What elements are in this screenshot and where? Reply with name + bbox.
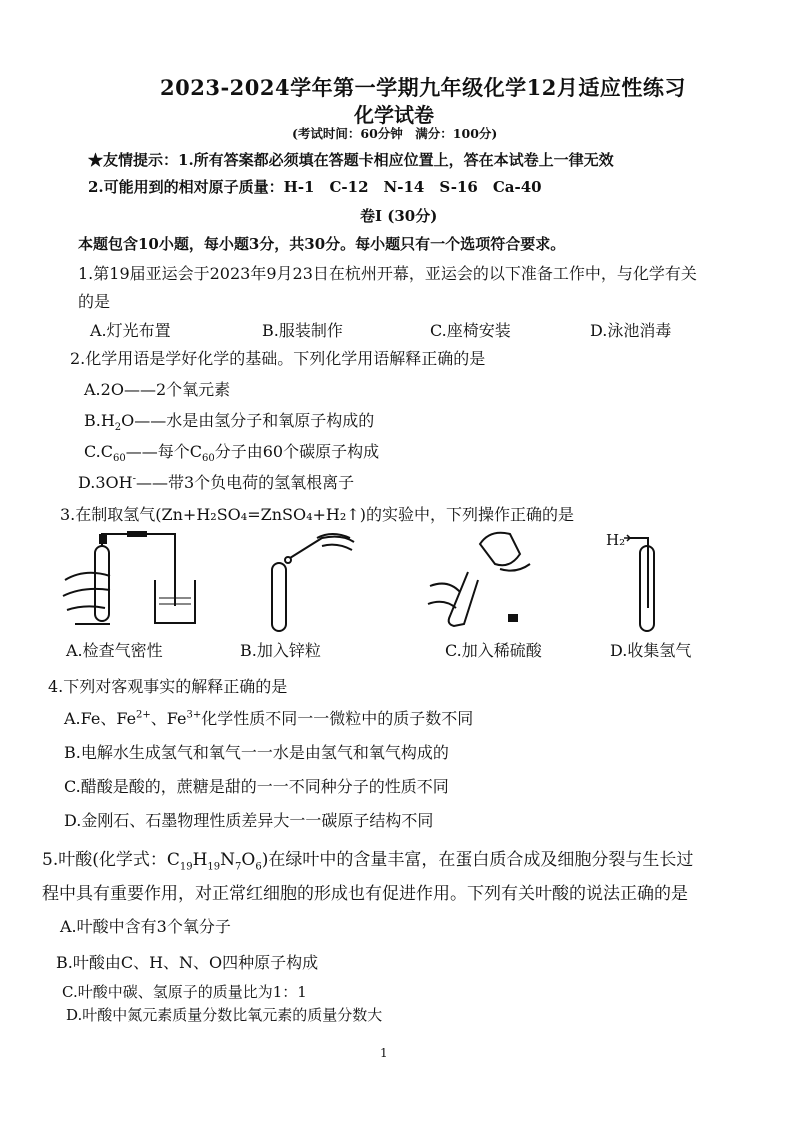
add-zinc-figure <box>262 528 362 633</box>
q3-option-a: A.检查气密性 <box>66 641 163 660</box>
q2-option-a: A.2O——2个氧元素 <box>84 380 231 399</box>
add-dilute-acid-figure <box>420 524 540 634</box>
q4-option-a: A.Fe、$Fe^{2+}$、$Fe^{3+}$化学性质不同一一微粒中的质子数不同 <box>64 709 474 728</box>
q2-option-c: $C.C_{60}——$每个$C_{60}$分子由60个碳原子构成 <box>84 442 380 465</box>
q1-option-d: D.泳池消毒 <box>590 321 672 340</box>
q3-stem: 3.在制取氢气(Zn+H₂SO₄=ZnSO₄+H₂↑)的实验中，下列操作正确的是 <box>60 505 574 524</box>
airtightness-check-figure <box>55 528 205 633</box>
q4-option-d: D.金刚石、石墨物理性质差异大一一碳原子结构不同 <box>64 811 434 830</box>
tips-line-1: ★友情提示：1.所有答案都必须填在答题卡相应位置上，答在本试卷上一律无效 <box>88 151 614 169</box>
page-number: 1 <box>380 1046 388 1060</box>
q1-option-c: C.座椅安装 <box>430 321 511 340</box>
q5-option-a: A.叶酸中含有3个氧分子 <box>60 917 231 936</box>
section-instruction: 本题包含10小题，每小题3分，共30分。每小题只有一个选项符合要求。 <box>78 235 566 253</box>
section-title: 卷I (30分) <box>360 207 438 225</box>
q4-stem: 4.下列对客观事实的解释正确的是 <box>48 677 288 696</box>
q5-option-d: D.叶酸中氮元素质量分数比氧元素的质量分数大 <box>66 1006 383 1024</box>
q4-option-c: C.醋酸是酸的，蔗糖是甜的一一不同种分子的性质不同 <box>64 777 449 796</box>
q4-option-b: B.电解水生成氢气和氧气一一水是由氢气和氧气构成的 <box>64 743 449 762</box>
q1-stem-line-2: 的是 <box>78 292 111 311</box>
q1-option-b: B.服装制作 <box>262 321 343 340</box>
q5-stem-line-2: 程中具有重要作用，对正常红细胞的形成也有促进作用。下列有关叶酸的说法正确的是 <box>42 884 688 904</box>
q5-option-b: B.叶酸由C、H、N、O四种原子构成 <box>56 953 319 972</box>
q1-stem-line-1: 1.第19届亚运会于2023年9月23日在杭州开幕，亚运会的以下准备工作中，与化学有关 <box>78 264 697 283</box>
q3-option-d: D.收集氢气 <box>610 641 692 660</box>
tips-line-2: 2.可能用到的相对原子质量：H-1 C-12 N-14 S-16 Ca-40 <box>88 178 542 196</box>
exam-info: (考试时间：60分钟 满分：100分) <box>292 126 498 141</box>
q1-option-a: A.灯光布置 <box>90 321 171 340</box>
q2-option-b: $B.H_2O——$水是由氢分子和氧原子构成的 <box>84 411 375 434</box>
page-title: 2023-2024学年第一学期九年级化学12月适应性练习 <box>160 75 686 100</box>
h2-label: H₂ <box>606 531 626 549</box>
q5-stem-line-1: 5.叶酸(化学式：$C_{19}H_{19}N_7O_6$)在绿叶中的含量丰富，在蛋白质合成及细胞分裂与生长过 <box>42 850 694 873</box>
q2-option-d: D.3OH-——带3个负电荷的氢氧根离子 <box>78 473 355 492</box>
q3-option-b: B.加入锌粒 <box>240 641 321 660</box>
q3-option-c: C.加入稀硫酸 <box>445 641 542 660</box>
q2-stem: 2.化学用语是学好化学的基础。下列化学用语解释正确的是 <box>70 349 486 368</box>
paper-subtitle: 化学试卷 <box>354 103 434 127</box>
q5-option-c: C.叶酸中碳、氢原子的质量比为1：1 <box>62 983 307 1001</box>
